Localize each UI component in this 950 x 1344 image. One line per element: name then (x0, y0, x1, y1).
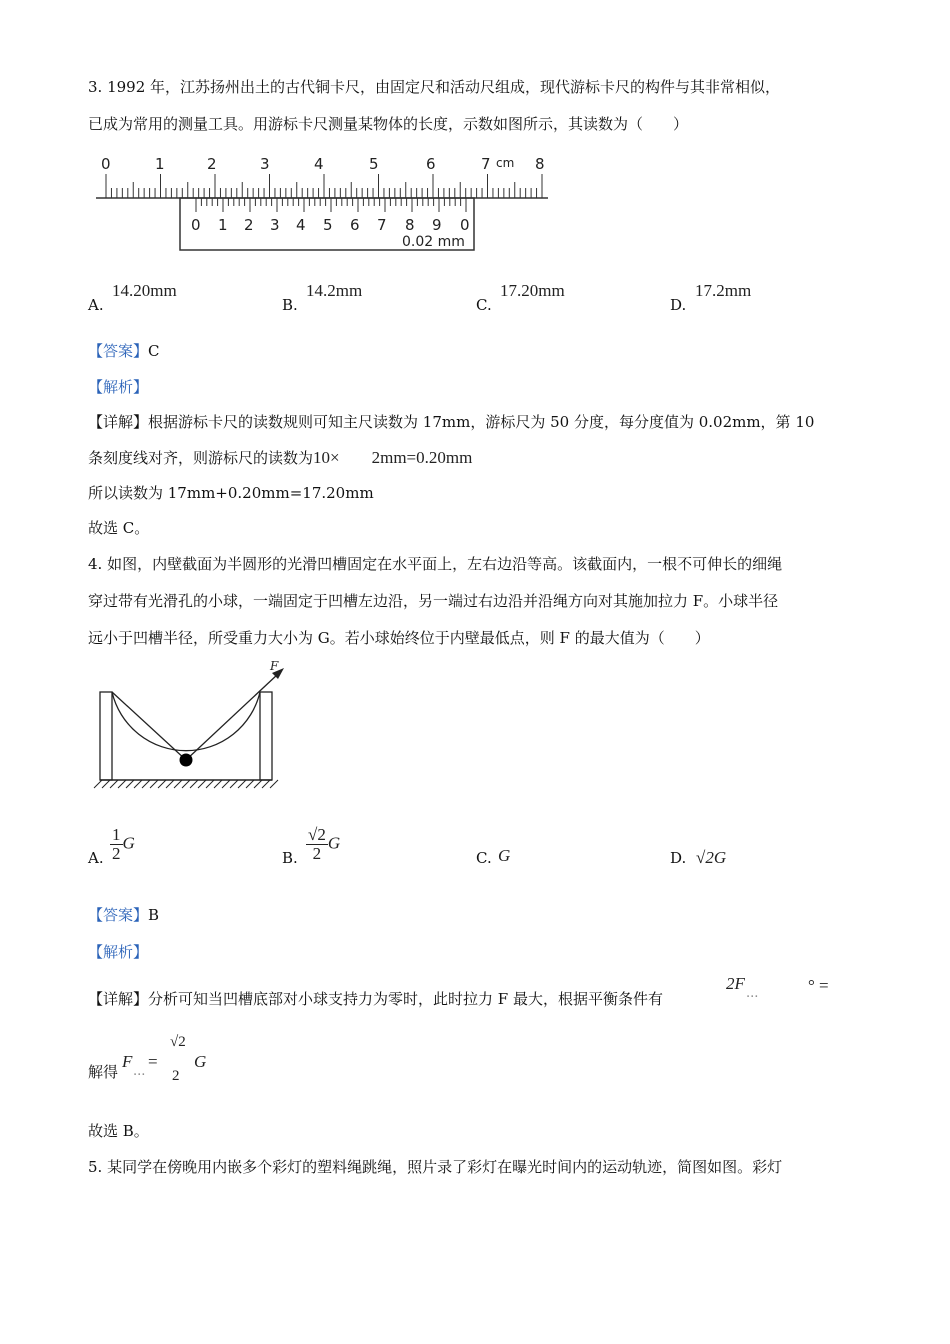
detail-tag: 【详解】 (88, 990, 149, 1008)
ground-hatch (142, 780, 150, 788)
ground-hatch (198, 780, 206, 788)
q4-analysis-tag: 【解析】 (88, 943, 149, 961)
vernier-tick-label: 7 (377, 216, 387, 234)
ground-hatch (118, 780, 126, 788)
groove-figure (86, 658, 296, 794)
ground-hatch (158, 780, 166, 788)
main-tick-label: 3 (260, 155, 270, 173)
vernier-tick-label: 8 (405, 216, 415, 234)
frac-tail: G (122, 833, 135, 853)
q4-detail-line1 (88, 988, 663, 1010)
q4-option-b-letter: B. (282, 849, 298, 867)
q3-option-c-value: 17.20mm (500, 281, 565, 300)
ground-hatch (166, 780, 174, 788)
q4-line1: 4. 如图，内壁截面为半圆形的光滑凹槽固定在水平面上，左右边沿等高。该截面内，一根不可伸长的细绳 (88, 555, 783, 573)
ground-hatch (214, 780, 222, 788)
detail-math: 2mm=0.20mm (371, 448, 473, 467)
ground-hatch (134, 780, 142, 788)
detail-text: 分析可知当凹槽底部对小球支持力为零时，此时拉力 F 最大，根据平衡条件有 (148, 990, 663, 1008)
ground-hatch (150, 780, 158, 788)
ground-hatch (110, 780, 118, 788)
vernier-tick-label: 5 (323, 216, 333, 234)
q4-option-b-value (306, 826, 340, 863)
main-tick-label: 8 (535, 155, 545, 173)
ground-hatch (182, 780, 190, 788)
q3-line1: 3. 1992 年，江苏扬州出土的古代铜卡尺，由固定尺和活动尺组成，现代游标卡尺的构件与其非常相似， (88, 78, 781, 96)
ground-hatch (222, 780, 230, 788)
q4-option-d-value: √2G (696, 848, 727, 867)
ground-hatch (94, 780, 102, 788)
q3-option-b-letter: B. (282, 296, 298, 314)
q3-detail-line3: 所以读数为 17mm+0.20mm=17.20mm (88, 484, 374, 502)
q4-line3: 远小于凹槽半径，所受重力大小为 G。若小球始终位于内壁最低点，则 F 的最大值为（ ） (88, 629, 710, 647)
q4-detail1-math-sub: ... (746, 986, 759, 1001)
q3-analysis-tag: 【解析】 (88, 378, 149, 396)
ground-hatch (246, 780, 254, 788)
frac-den: 2 (112, 844, 121, 863)
vernier-caliper-figure (92, 152, 554, 256)
q3-option-b-value: 14.2mm (306, 281, 363, 300)
ground-hatch (270, 780, 278, 788)
vernier-tick-label: 3 (270, 216, 280, 234)
precision-label: 0.02 mm (402, 234, 465, 250)
q4-option-c-letter: C. (476, 849, 492, 867)
detail-math: 10× (313, 448, 340, 467)
q4-option-d-letter: D. (670, 849, 687, 867)
unit-label: cm (496, 156, 515, 170)
ground-hatch (126, 780, 134, 788)
q4-detail2-eq: = (148, 1052, 158, 1071)
q4-option-c-value: G (498, 846, 511, 865)
vernier-tick-label: 4 (296, 216, 306, 234)
answer-value: B (148, 906, 160, 924)
q3-detail-line1 (88, 411, 814, 433)
vernier-tick-label: 0 (191, 216, 201, 234)
q3-option-d-value: 17.2mm (695, 281, 752, 300)
q3-option-a-letter: A. (88, 296, 104, 314)
detail-text: 根据游标卡尺的读数规则可知主尺读数为 17mm，游标尺为 50 分度，每分度值为 0.02mm，第 10 (148, 413, 815, 431)
ground-hatch (262, 780, 270, 788)
main-tick-label: 1 (155, 155, 165, 173)
main-tick-label: 6 (426, 155, 436, 173)
q3-option-c-letter: C. (476, 296, 492, 314)
ground-hatch (190, 780, 198, 788)
q3-option-d-letter: D. (670, 296, 687, 314)
detail-text: 条刻度线对齐，则游标尺的读数为 (88, 449, 314, 467)
vernier-tick-label: 6 (350, 216, 360, 234)
main-tick-label: 2 (207, 155, 217, 173)
q5-line1: 5. 某同学在傍晚用内嵌多个彩灯的塑料绳跳绳，照片录了彩灯在曝光时间内的运动轨迹，简图如图。彩灯 (88, 1158, 783, 1176)
q4-detail2-den: 2 (172, 1068, 180, 1084)
q4-line2: 穿过带有光滑孔的小球，一端固定于凹槽左边沿，另一端过右边沿并沿绳方向对其施加拉力 F。小球半径 (88, 592, 779, 610)
q4-detail1-math-a: 2F (726, 974, 745, 993)
q4-detail2-G: G (194, 1052, 207, 1071)
q3-detail-line2 (88, 447, 472, 469)
main-tick-label: 7 (481, 155, 491, 173)
q3-line2: 已成为常用的测量工具。用游标卡尺测量某物体的长度，示数如图所示，其读数为（ ） (88, 115, 689, 133)
main-tick-label: 4 (314, 155, 324, 173)
ground-hatch (238, 780, 246, 788)
frac-tail: G (327, 833, 341, 853)
q4-detail2-num: √2 (170, 1034, 186, 1050)
q4-detail1-math-b: ° = (808, 976, 829, 995)
q4-option-a-value (110, 826, 135, 863)
frac-den: 2 (312, 844, 322, 863)
q4-detail2-sub: ... (133, 1064, 146, 1079)
vernier-tick-label: 2 (244, 216, 254, 234)
q4-option-a-letter: A. (88, 849, 104, 867)
q4-detail2-F: F (122, 1052, 133, 1071)
q4-detail-line3: 故选 B。 (88, 1122, 149, 1140)
q3-detail-line4: 故选 C。 (88, 519, 150, 537)
main-tick-label: 5 (369, 155, 379, 173)
ground-hatch (102, 780, 110, 788)
answer-tag: 【答案】 (88, 342, 149, 360)
q3-answer-row (88, 340, 160, 362)
detail-tag: 【详解】 (88, 413, 149, 431)
answer-tag: 【答案】 (88, 906, 149, 924)
frac-num: 1 (112, 825, 121, 844)
main-tick-label: 0 (101, 155, 111, 173)
ground-hatch (206, 780, 214, 788)
ground-hatch (230, 780, 238, 788)
answer-value: C (148, 342, 160, 360)
q3-option-a-value: 14.20mm (112, 281, 177, 300)
vernier-tick-label: 9 (432, 216, 442, 234)
ground-hatch (174, 780, 182, 788)
q4-detail2-prefix: 解得 (88, 1063, 119, 1081)
q4-answer-row (88, 904, 159, 926)
frac-num: √2 (308, 825, 326, 844)
force-label: F (270, 659, 279, 673)
vernier-tick-label: 0 (460, 216, 470, 234)
vernier-tick-label: 1 (218, 216, 228, 234)
ground-hatch (254, 780, 262, 788)
